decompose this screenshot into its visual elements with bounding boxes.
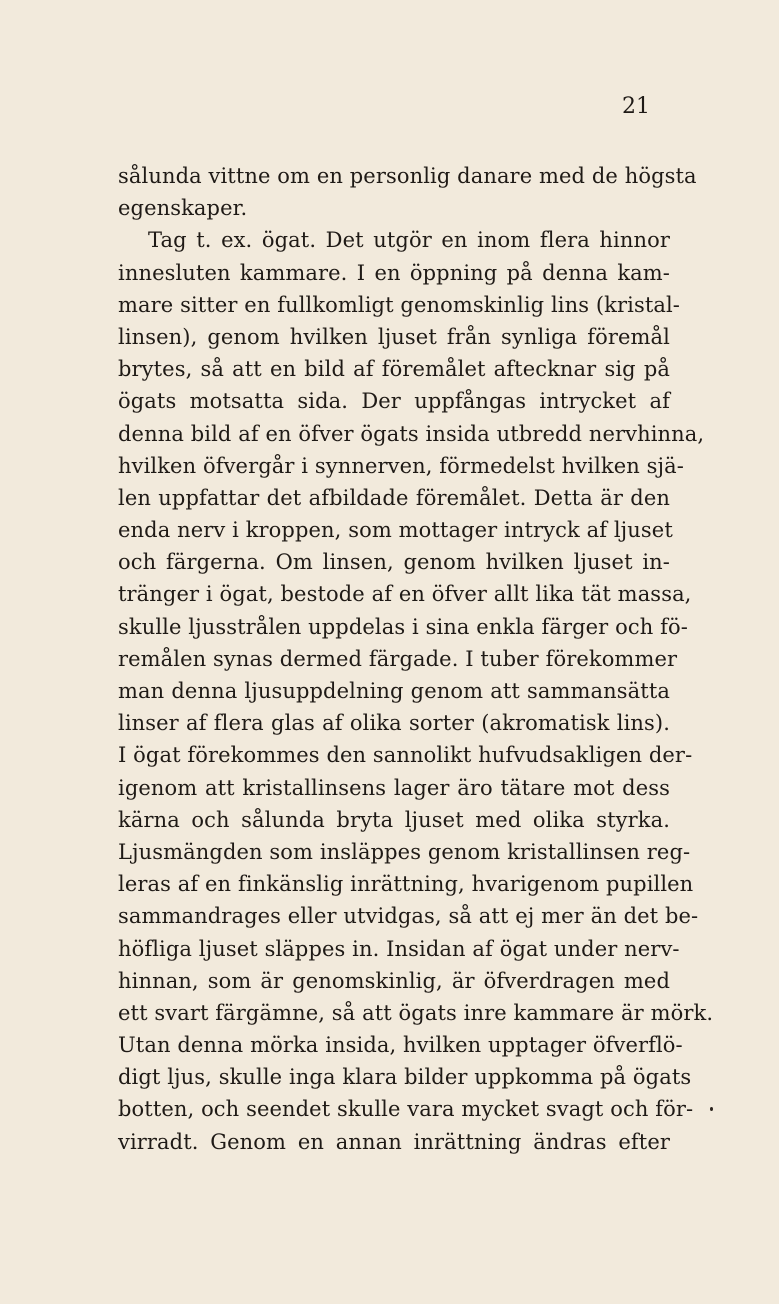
text-line: Ljusmängden som insläppes genom kristallinsen reg-: [118, 839, 691, 864]
text-line: ett svart färgämne, så att ögats inre kammare är mörk.: [118, 1000, 714, 1025]
page-number: 21: [622, 94, 650, 119]
text-line: botten, och seendet skulle vara mycket svagt och för-: [118, 1097, 694, 1122]
text-line: sammandrages eller utvidgas, så att ej mer än det be-: [118, 904, 699, 929]
text-line: I ögat förekommes den sannolikt hufvudsakligen der-: [118, 743, 693, 768]
ink-speck: [710, 1107, 713, 1111]
body-text: [118, 160, 714, 1158]
text-line: ögats motsatta sida. Der uppfångas intrycket af: [118, 389, 670, 414]
text-line: remålen synas dermed färgade. I tuber förekommer: [118, 646, 678, 671]
text-line: leras af en finkänslig inrättning, hvarigenom pupillen: [118, 872, 694, 897]
text-line: Tag t. ex. ögat. Det utgör en inom flera hinnor: [148, 228, 670, 253]
text-line: innesluten kammare. I en öppning på denna kam-: [118, 260, 670, 285]
text-line: hvilken öfvergår i synnerven, förmedelst hvilken sjä-: [118, 453, 684, 478]
text-line: digt ljus, skulle inga klara bilder uppkomma på ögats: [118, 1065, 692, 1090]
text-line: linser af flera glas af olika sorter (akromatisk lins).: [118, 711, 670, 736]
text-line: och färgerna. Om linsen, genom hvilken ljuset in-: [118, 550, 670, 575]
text-line: skulle ljusstrålen uppdelas i sina enkla färger och fö-: [118, 614, 688, 639]
text-line: hinnan, som är genomskinlig, är öfverdragen med: [118, 968, 670, 993]
text-line: len uppfattar det afbildade föremålet. Detta är den: [118, 485, 670, 510]
text-line: mare sitter en fullkomligt genomskinlig lins (kristal-: [118, 292, 680, 317]
text-line: tränger i ögat, bestode af en öfver allt lika tät massa,: [118, 582, 692, 607]
text-line: enda nerv i kroppen, som mottager intryck af ljuset: [118, 518, 673, 543]
text-line: man denna ljusuppdelning genom att sammansätta: [118, 679, 670, 703]
text-line: egenskaper.: [118, 196, 248, 221]
text-line: linsen), genom hvilken ljuset från synliga föremål: [118, 324, 670, 349]
text-line: höfliga ljuset släppes in. Insidan af ögat under nerv-: [118, 936, 680, 961]
text-line: brytes, så att en bild af föremålet aftecknar sig på: [118, 357, 670, 382]
text-line: igenom att kristallinsens lager äro tätare mot dess: [118, 775, 670, 800]
text-line: kärna och sålunda bryta ljuset med olika styrka.: [118, 807, 670, 832]
text-line: sålunda vittne om en personlig danare med de högsta: [118, 164, 697, 188]
text-line: denna bild af en öfver ögats insida utbredd nervhinna,: [118, 421, 705, 446]
text-line: Utan denna mörka insida, hvilken upptager öfverflö-: [118, 1033, 683, 1058]
text-line: virradt. Genom en annan inrättning ändras efter: [118, 1129, 670, 1154]
